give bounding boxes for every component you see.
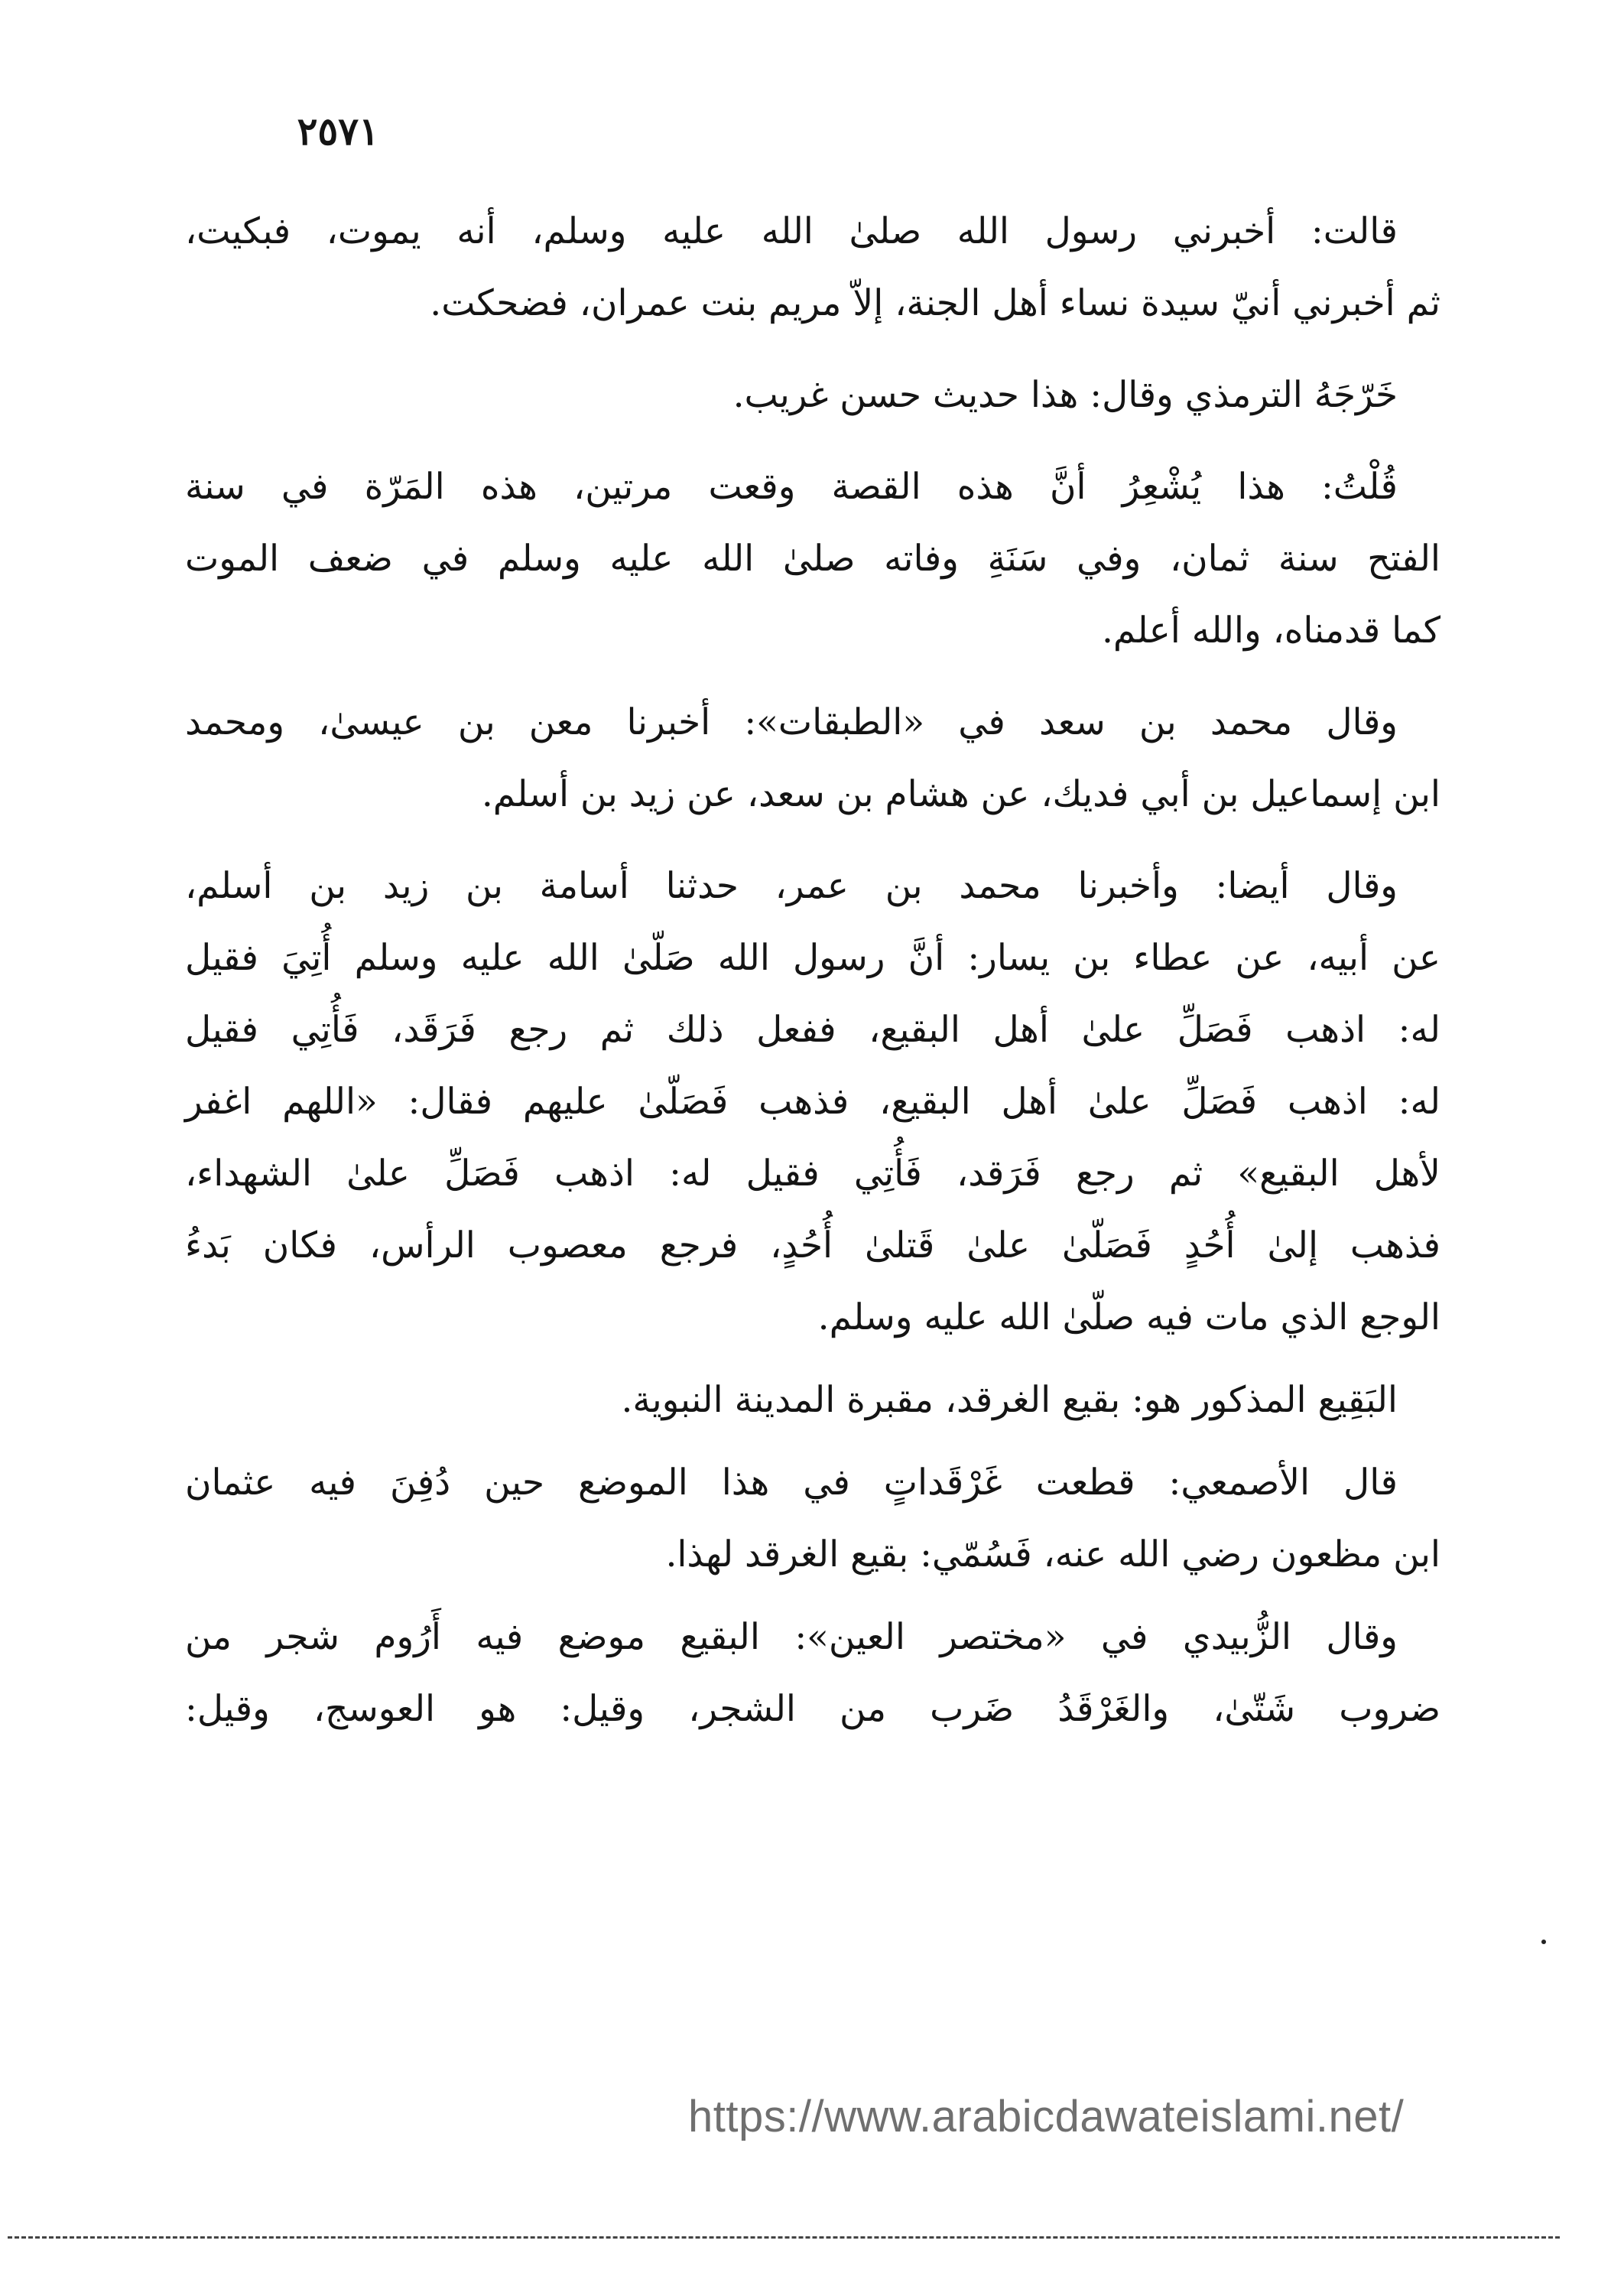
page-body xyxy=(185,196,1440,1745)
text-line: البَقِيع المذكور هو: بقيع الغرقد، مقبرة المدينة النبوية. xyxy=(621,1379,1398,1421)
paragraph-author-comment xyxy=(185,451,1440,667)
scan-speck xyxy=(1541,1940,1546,1944)
text-line: كما قدمناه، والله أعلم. xyxy=(1101,610,1440,652)
text-line: الوجع الذي مات فيه صلّىٰ الله عليه وسلم. xyxy=(817,1296,1440,1338)
text-line: وقال أيضا: وأخبرنا محمد بن عمر، حدثنا أسامة بن زيد بن أسلم، xyxy=(185,865,1398,907)
text-line: قُلْتُ: هذا يُشْعِرُ أنَّ هذه القصة وقعت مرتين، هذه المَرّة في سنة xyxy=(185,466,1398,508)
text-line: قال الأصمعي: قطعت غَرْقَداتٍ في هذا الموضع حين دُفِنَ فيه عثمان xyxy=(185,1462,1398,1504)
text-line: له: اذهب فَصَلِّ علىٰ أهل البقيع، فذهب فَصَلّىٰ عليهم فقال: «اللهم اغفر xyxy=(185,1081,1440,1123)
paragraph-baqi-narration xyxy=(185,850,1440,1354)
paragraph-fatimah-report xyxy=(185,196,1440,340)
text-line: وقال الزُّبيدي في «مختصر العين»: البقيع موضع فيه أَرُوم شجر من xyxy=(185,1616,1398,1658)
bottom-dashed-rule xyxy=(8,2236,1560,2239)
paragraph-ibn-saad-chain xyxy=(185,687,1440,831)
text-line: وقال محمد بن سعد في «الطبقات»: أخبرنا معن بن عيسىٰ، ومحمد xyxy=(185,701,1398,743)
paragraph-baqi-definition xyxy=(185,1364,1440,1436)
text-line: ابن مظعون رضي الله عنه، فَسُمّي: بقيع الغرقد لهذا. xyxy=(665,1533,1440,1575)
text-line: لأهل البقيع» ثم رجع فَرَقد، فَأُتِي فقيل له: اذهب فَصَلِّ علىٰ الشهداء، xyxy=(185,1153,1440,1195)
paragraph-tirmidhi-grading xyxy=(185,359,1440,431)
page-number: ٢٥٧١ xyxy=(297,109,379,154)
text-line: ابن إسماعيل بن أبي فديك، عن هشام بن سعد، عن زيد بن أسلم. xyxy=(481,773,1440,815)
text-line: الفتح سنة ثمان، وفي سَنَةِ وفاته صلىٰ الله عليه وسلم في ضعف الموت xyxy=(185,538,1440,580)
text-line: ضروب شَتّىٰ، والغَرْقَدُ ضَرب من الشجر، وقيل: هو العوسج، وقيل: xyxy=(185,1688,1440,1730)
paragraph-asmai-quote xyxy=(185,1447,1440,1591)
text-line: خَرّجَهُ الترمذي وقال: هذا حديث حسن غريب. xyxy=(732,374,1398,416)
text-line: قالت: أخبرني رسول الله صلىٰ الله عليه وسلم، أنه يموت، فبكيت، xyxy=(185,210,1398,252)
text-line: ثم أخبرني أنيّ سيدة نساء أهل الجنة، إلاّ مريم بنت عمران، فضحكت. xyxy=(430,282,1440,324)
text-line: له: اذهب فَصَلِّ علىٰ أهل البقيع، ففعل ذلك ثم رجع فَرَقَد، فَأُتِي فقيل xyxy=(185,1009,1440,1051)
watermark-url: https://www.arabicdawateislami.net/ xyxy=(688,2092,1405,2141)
text-line: فذهب إلىٰ أُحُدٍ فَصَلّىٰ علىٰ قَتلىٰ أُحُدٍ، فرجع معصوب الرأس، فكان بَدءُ xyxy=(185,1224,1440,1267)
paragraph-zubaydi-quote xyxy=(185,1602,1440,1745)
text-line: عن أبيه، عن عطاء بن يسار: أنَّ رسول الله صَلّىٰ الله عليه وسلم أُتِيَ فقيل xyxy=(185,937,1440,979)
